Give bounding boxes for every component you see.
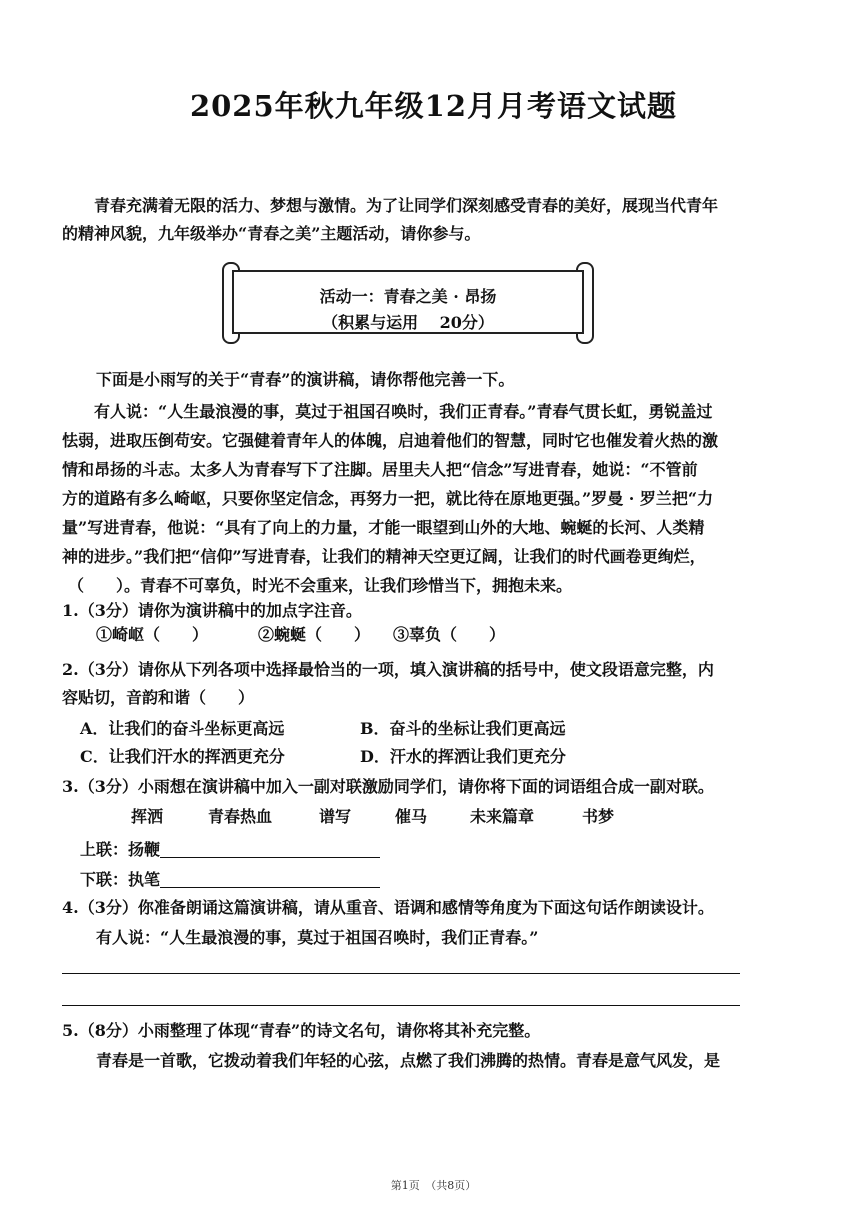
speech-body: [62, 397, 762, 600]
speech-line: 有人说：“人生最浪漫的事，莫过于祖国召唤时，我们正青春。”青春气贯长虹，勇锐盖过: [94, 402, 713, 421]
q2-option-b: B．奋斗的坐标让我们更高远: [360, 719, 566, 738]
speech-lead: 下面是小雨写的关于“青春”的演讲稿，请你帮他完善一下。: [96, 370, 515, 389]
lower-couplet-blank[interactable]: [160, 869, 380, 888]
q3-word: 青春热血: [208, 807, 273, 826]
speech-line: 怯弱，进取压倒苟安。它强健着青年人的体魄，启迪着他们的智慧，同时它也催发着火热的激: [62, 431, 719, 450]
q5-text: 青春是一首歌，它拨动着我们年轻的心弦，点燃了我们沸腾的热情。青春是意气风发，是: [96, 1051, 721, 1070]
page-footer: 第1页 （共8页）: [390, 1179, 477, 1192]
q3-upper-label: 上联：扬鞭: [80, 840, 161, 859]
q4-answer-line[interactable]: [62, 973, 740, 974]
speech-line: 情和昂扬的斗志。太多人为青春写下了注脚。居里夫人把“信念”写进青春，她说：“不管前: [62, 460, 698, 479]
q3-word: 谱写: [319, 807, 352, 826]
q3-word: 书梦: [582, 807, 615, 826]
activity-banner-body: [232, 270, 584, 334]
q3-lower-couplet: [80, 869, 380, 888]
activity-banner: [222, 262, 594, 342]
q3-word: 催马: [395, 807, 428, 826]
q2-option-c: C．让我们汗水的挥洒更充分: [80, 747, 285, 766]
upper-couplet-blank[interactable]: [160, 839, 380, 858]
intro-paragraph: [62, 192, 762, 248]
q4-answer-line[interactable]: [62, 1005, 740, 1006]
q2-option-d: D．汗水的挥洒让我们更充分: [360, 747, 566, 766]
q3-lower-label: 下联：执笔: [80, 870, 161, 889]
q1-item: ③辜负（ ）: [393, 625, 506, 644]
intro-line: 青春充满着无限的活力、梦想与激情。为了让同学们深刻感受青春的美好，展现当代青年: [94, 196, 719, 215]
q3-stem: 3.（3分）小雨想在演讲稿中加入一副对联激励同学们，请你将下面的词语组合成一副对联。: [62, 777, 714, 796]
q5-stem: 5.（8分）小雨整理了体现“青春”的诗文名句，请你将其补充完整。: [62, 1021, 541, 1040]
intro-line: 的精神风貌，九年级举办“青春之美”主题活动，请你参与。: [62, 224, 481, 243]
page-title: 2025年秋九年级12月月考语文试题: [189, 89, 678, 123]
q3-word: 挥洒: [131, 807, 164, 826]
q4-quote: 有人说：“人生最浪漫的事，莫过于祖国召唤时，我们正青春。”: [96, 928, 539, 947]
speech-line: 量”写进青春，他说：“具有了向上的力量，才能一眼望到山外的大地、蜿蜒的长河、人类精: [62, 518, 705, 537]
speech-line: 神的进步。”我们把“信仰”写进青春，让我们的精神天空更辽阔，让我们的时代画卷更绚烂，: [62, 547, 706, 566]
speech-line: 方的道路有多么崎岖，只要你坚定信念，再努力一把，就比待在原地更强。”罗曼 · 罗兰把“力: [62, 489, 714, 508]
q1-stem: 1.（3分）请你为演讲稿中的加点字注音。: [62, 601, 362, 620]
q2-stem-cont: 容贴切，音韵和谐（ ）: [62, 688, 255, 707]
q3-word: 未来篇章: [470, 807, 535, 826]
q1-item: ①崎岖（ ）: [96, 625, 209, 644]
q2-stem: 2.（3分）请你从下列各项中选择最恰当的一项，填入演讲稿的括号中，使文段语意完整，内: [62, 660, 714, 679]
q4-stem: 4.（3分）你准备朗诵这篇演讲稿，请从重音、语调和感情等角度为下面这句话作朗读设计。: [62, 898, 714, 917]
speech-line: （ ）。青春不可辜负，时光不会重来，让我们珍惜当下，拥抱未来。: [68, 576, 573, 595]
activity-heading: 活动一：青春之美 · 昂扬: [319, 287, 497, 306]
q2-option-a: A．让我们的奋斗坐标更高远: [80, 719, 285, 738]
activity-subheading: （积累与运用 20分）: [322, 313, 494, 332]
q1-item: ②蜿蜒（ ）: [258, 625, 371, 644]
q3-upper-couplet: [80, 839, 380, 858]
